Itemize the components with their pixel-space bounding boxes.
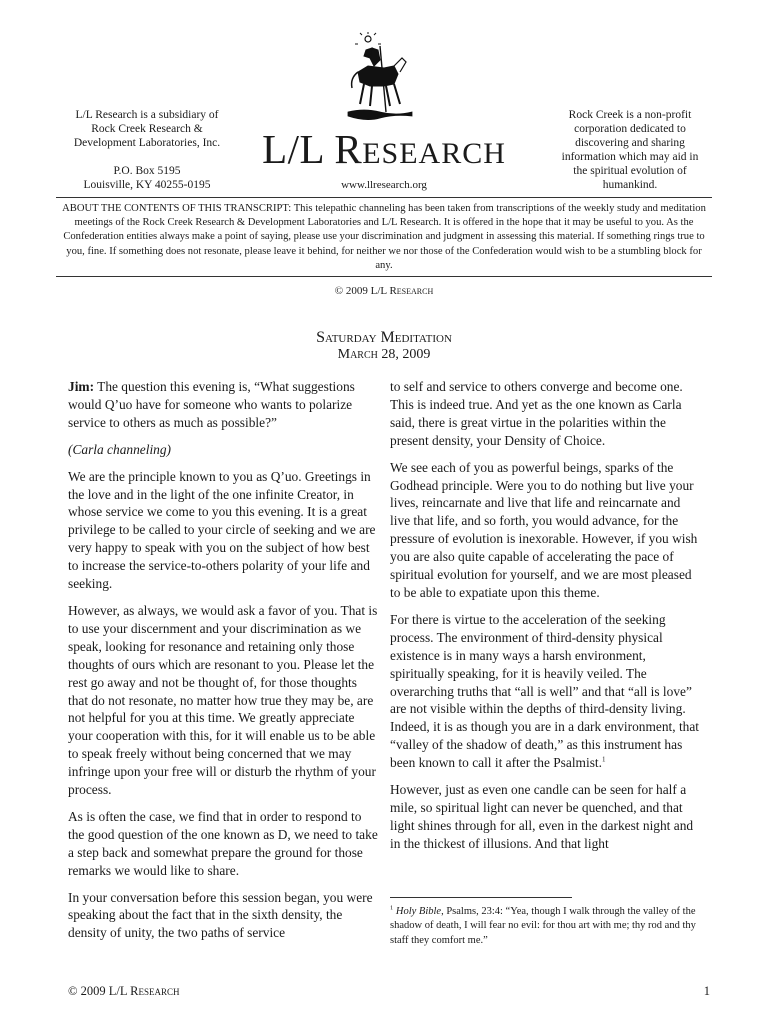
footnote-mark: 1 <box>390 904 394 912</box>
paragraph-discernment: However, as always, we would ask a favor of you. That is to use your discernment and your discrimination as we speak, looking for resonance and retaining only those thoughts of ours which are resonant to you. Please let the rest go away and not be thought of, for those thoughts that do not resonate, no matter how true they may be, are not helpful for you at this time. We greatly appreciate your cooperation with this, for it will enable us to be able to speak freely without being concerned that we may infringe upon your free will or disturb the rhythm of your process. <box>68 602 378 798</box>
speaker-name: Jim: <box>68 379 95 394</box>
paragraph-polarities: to self and service to others converge and become one. This is indeed true. And yet as the one known as Carla said, there is great virtue in the polarities within the present density, your Density of Choice. <box>390 379 683 448</box>
footnote <box>390 905 700 948</box>
subsidiary-line-1: L/L Research is a subsidiary of <box>75 109 219 121</box>
header-left-block <box>52 108 242 192</box>
footnote-source: Holy Bible <box>395 906 442 917</box>
po-box: P.O. Box 5195 <box>113 165 181 177</box>
header-divider-bottom <box>56 276 712 277</box>
body-column-right <box>390 378 702 862</box>
paragraph-powerful-beings: We see each of you as powerful beings, sparks of the Godhead principle. Were you to do nothing but live your lives, reincarnate and live that life and reincarnate and live that life, and so forth, you would advance, for the pressure of evolution is inexorable. However, if you wish you are also quite capable of accelerating the pace of spiritual evolution for yourself, and we are most pleased to be able to expatiate upon this theme. <box>390 459 698 600</box>
page-number: 1 <box>703 984 710 998</box>
paragraph-preparation: As is often the case, we find that in order to respond to the good question of the one known as D, we need to take a step back and somewhat prepare the ground for those remarks we would like to share. <box>68 808 378 878</box>
nonprofit-line-5: the spiritual evolution of <box>573 165 687 177</box>
subsidiary-line-3: Development Laboratories, Inc. <box>73 137 221 149</box>
city-address: Louisville, KY 40255-0195 <box>83 179 211 191</box>
nonprofit-line-2: corporation dedicated to <box>574 123 686 135</box>
paragraph-conversation: In your conversation before this session began, you were speaking about the fact that in the sixth density, the density of unity, the two paths of service <box>68 889 373 941</box>
body-column-left <box>68 378 380 951</box>
about-transcript-notice: ABOUT THE CONTENTS OF THIS TRANSCRIPT: This telepathic channeling has been taken from transcriptions of the weekly study and meditation meetings of the Rock Creek Research & Development Laboratories and L/L Research. It is offered in the hope that it may be useful to you. As the Confederation entities always make a point of saying, please use your discrimination and judgment in assessing this material. If something rings true to you, fine. If something does not resonate, please leave it behind, for neither we nor those of the Confederation would wish to be a stumbling block for any. <box>62 203 706 271</box>
footnote-text: , Psalms, 23:4: “Yea, though I walk through the valley of the shadow of death, I will fear no evil: for thou art with me; thy rod and thy staff they comfort me.” <box>390 906 696 946</box>
paragraph-channeling-note: (Carla channeling) <box>68 441 172 457</box>
header-divider-top <box>56 197 712 198</box>
don-quixote-logo-icon <box>344 32 416 122</box>
nonprofit-line-3: discovering and sharing <box>575 137 685 149</box>
paragraph-greeting: We are the principle known to you as Q’uo. Greetings in the love and in the light of the one infinite Creator, in whose service we come to you this evening. It is a great privilege to be called to your circle of seeking and we are very happy to speak with you on the subject of how best to increase the service-to-others polarity of your life and seeking. <box>68 468 376 592</box>
copyright-header: © 2009 L/L Research <box>334 285 434 297</box>
brand-rest: ESEARCH <box>362 137 506 170</box>
brand-first: L/L R <box>262 126 363 172</box>
paragraph-question <box>68 378 380 432</box>
page-title: Saturday Meditation <box>316 329 452 346</box>
paragraph-acceleration <box>390 611 702 772</box>
website-url[interactable]: www.llresearch.org <box>341 179 427 191</box>
acceleration-text: For there is virtue to the acceleration of the seeking process. The environment of third-density physical existence is in many ways a harsh environment, spiritually speaking, for it is heavily veiled. The overarching truths that “all is well” and that “all is love” are not visible within the depths of third-density living. Indeed, it is as though you are in a dark environment, that “valley of the shadow of death,” as this instrument has been known to call it after the Psalmist. <box>390 611 700 771</box>
footnote-divider <box>390 897 572 898</box>
nonprofit-line-4: information which may aid in <box>561 151 699 163</box>
header-right-block <box>540 108 720 192</box>
session-date: March 28, 2009 <box>337 347 431 362</box>
footer-copyright: © 2009 L/L Research <box>68 984 180 998</box>
nonprofit-line-6: humankind. <box>602 179 658 191</box>
subsidiary-line-2: Rock Creek Research & <box>91 123 203 135</box>
brand-logo-text <box>236 120 532 183</box>
question-text: The question this evening is, “What suggestions would Q’uo have for someone who wants to polarize service to others as much as possible?” <box>68 379 355 430</box>
footnote-reference[interactable]: 1 <box>601 755 606 764</box>
paragraph-candle: However, just as even one candle can be seen for half a mile, so spiritual light can never be quenched, and that light shines through for all, even in the darkest night and in the thickest of illusions. And that light <box>390 782 694 851</box>
nonprofit-line-1: Rock Creek is a non-profit <box>568 109 692 121</box>
